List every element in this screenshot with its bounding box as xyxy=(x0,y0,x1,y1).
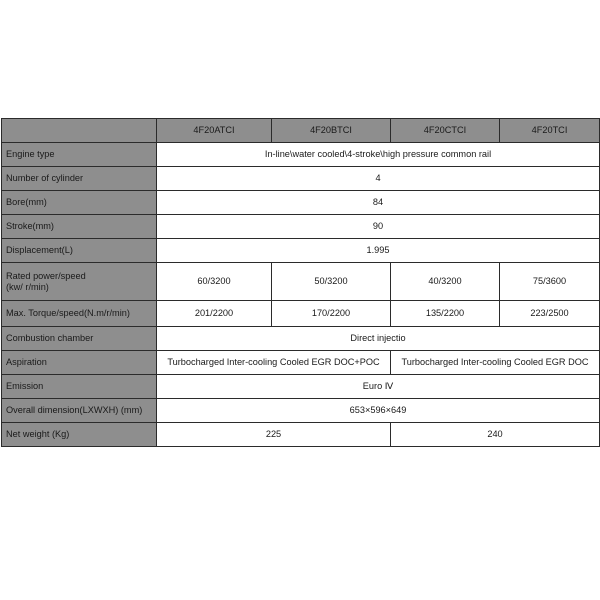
net-weight-atci-btci: 225 xyxy=(157,423,391,447)
row-label-overall-dimension: Overall dimension(LXWXH) (mm) xyxy=(2,399,157,423)
table-row-cylinders xyxy=(2,167,600,191)
max-torque-4f20atci: 201/2200 xyxy=(157,301,272,327)
rated-power-label-line2: (kw/ r/min) xyxy=(6,281,49,292)
rated-power-4f20ctci: 40/3200 xyxy=(391,263,500,301)
emission-value: Euro Ⅳ xyxy=(157,375,600,399)
header-row xyxy=(2,119,600,143)
header-corner-cell xyxy=(2,119,157,143)
row-label-displacement: Displacement(L) xyxy=(2,239,157,263)
max-torque-4f20btci: 170/2200 xyxy=(272,301,391,327)
table-row-overall-dimension xyxy=(2,399,600,423)
bore-value: 84 xyxy=(157,191,600,215)
engine-type-value: In-line\water cooled\4-stroke\high pressure common rail xyxy=(157,143,600,167)
row-label-rated-power xyxy=(2,263,157,301)
max-torque-4f20tci: 223/2500 xyxy=(500,301,600,327)
spec-table-container xyxy=(1,118,600,447)
combustion-chamber-value: Direct injectio xyxy=(157,327,600,351)
model-header-4f20atci: 4F20ATCI xyxy=(157,119,272,143)
row-label-aspiration: Aspiration xyxy=(2,351,157,375)
row-label-combustion-chamber: Combustion chamber xyxy=(2,327,157,351)
overall-dimension-value: 653×596×649 xyxy=(157,399,600,423)
table-row-combustion-chamber xyxy=(2,327,600,351)
table-row-stroke xyxy=(2,215,600,239)
aspiration-value-ctci-tci: Turbocharged Inter-cooling Cooled EGR DOC xyxy=(391,351,600,375)
table-row-net-weight xyxy=(2,423,600,447)
table-row-aspiration xyxy=(2,351,600,375)
max-torque-4f20ctci: 135/2200 xyxy=(391,301,500,327)
model-header-4f20ctci: 4F20CTCI xyxy=(391,119,500,143)
row-label-bore: Bore(mm) xyxy=(2,191,157,215)
rated-power-label-line1: Rated power/speed xyxy=(6,270,86,281)
table-row-max-torque xyxy=(2,301,600,327)
displacement-value: 1.995 xyxy=(157,239,600,263)
table-row-emission xyxy=(2,375,600,399)
net-weight-ctci-tci: 240 xyxy=(391,423,600,447)
table-row-bore xyxy=(2,191,600,215)
table-row-rated-power xyxy=(2,263,600,301)
row-label-net-weight: Net weight (Kg) xyxy=(2,423,157,447)
table-row-displacement xyxy=(2,239,600,263)
row-label-emission: Emission xyxy=(2,375,157,399)
rated-power-4f20btci: 50/3200 xyxy=(272,263,391,301)
row-label-cylinders: Number of cylinder xyxy=(2,167,157,191)
rated-power-4f20atci: 60/3200 xyxy=(157,263,272,301)
cylinders-value: 4 xyxy=(157,167,600,191)
aspiration-value-atci-btci: Turbocharged Inter-cooling Cooled EGR DOC+POC xyxy=(157,351,391,375)
model-header-4f20tci: 4F20TCI xyxy=(500,119,600,143)
row-label-max-torque: Max. Torque/speed(N.m/r/min) xyxy=(2,301,157,327)
stroke-value: 90 xyxy=(157,215,600,239)
table-row-engine-type xyxy=(2,143,600,167)
rated-power-4f20tci: 75/3600 xyxy=(500,263,600,301)
model-header-4f20btci: 4F20BTCI xyxy=(272,119,391,143)
row-label-stroke: Stroke(mm) xyxy=(2,215,157,239)
engine-spec-table xyxy=(1,118,600,447)
row-label-engine-type: Engine type xyxy=(2,143,157,167)
